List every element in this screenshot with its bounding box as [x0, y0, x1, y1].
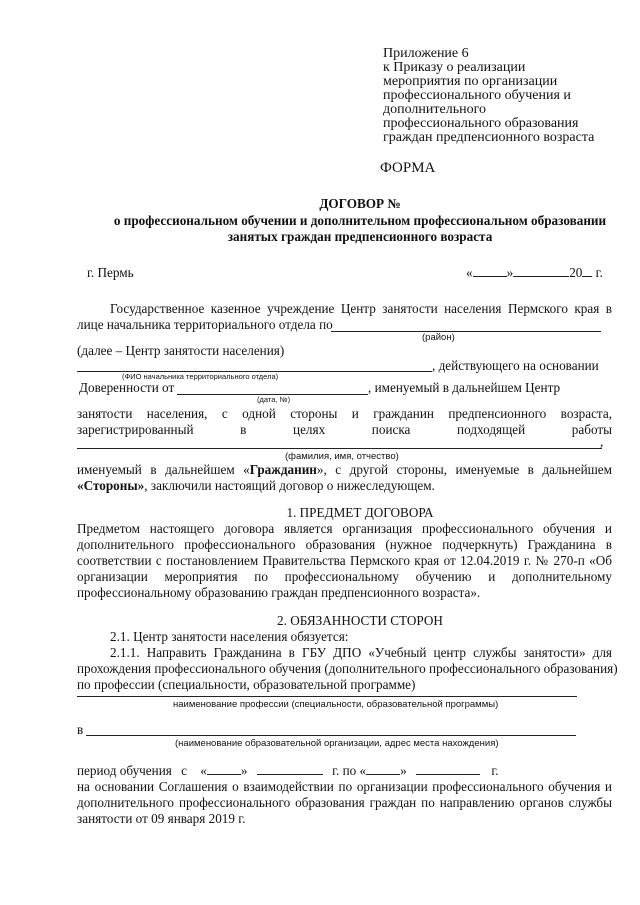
comma: ,: [600, 434, 604, 449]
section1-line: дополнительного профессионального образования (нужное подчеркнуть) Гражданина в: [77, 537, 612, 552]
citizen-term: Гражданин: [249, 462, 317, 477]
basis-line: дополнительного профессионального образования граждан по направлению органов службы: [77, 795, 612, 810]
date-month-blank: [513, 276, 569, 277]
acting-text: , действующего на основании: [432, 358, 599, 373]
contract-title: ДОГОВОР №: [319, 196, 401, 211]
basis-line: занятости от 09 января 2019 г.: [77, 811, 246, 826]
quote-open: «: [359, 763, 367, 778]
date-day-blank: [473, 276, 507, 277]
doverennost-suffix: , именуемый в дальнейшем Центр: [368, 380, 561, 395]
appendix-line: профессионального образования: [383, 116, 579, 131]
appendix-line: дополнительного: [383, 102, 486, 117]
item-2-1-1-line: 2.1.1. Направить Гражданина в ГБУ ДПО «Учебный центр службы занятости» для: [110, 645, 612, 660]
section1-line: соответствии с постановлением Правительства Пермского края от 12.04.2019 г. № 270-п «Об: [77, 553, 612, 568]
preamble-line: Государственное казенное учреждение Центр занятости населения Пермского края в: [110, 301, 612, 316]
date-year-blank: [582, 276, 592, 277]
period-line: [77, 763, 499, 779]
basis-line: на основании Соглашения о взаимодействии по организации профессионального обучения и: [77, 779, 612, 794]
named-line: [77, 462, 612, 478]
period-start-day-blank: [207, 774, 241, 775]
period-start-month-blank: [257, 774, 323, 775]
appendix-line: к Приказу о реализации: [383, 60, 526, 75]
contract-subtitle: о профессиональном обучении и дополнительном профессиональном образовании: [113, 213, 607, 228]
period-label: период обучения: [77, 763, 172, 778]
form-label: ФОРМА: [380, 160, 436, 176]
doverennost-prefix: Доверенности от: [79, 380, 175, 395]
preamble-line: (далее – Центр занятости населения): [77, 343, 285, 358]
named-text: , заключили настоящий договор о нижеследующем.: [144, 478, 435, 493]
profession-blank: [77, 696, 577, 697]
quote-close: »: [240, 763, 248, 778]
named-text: », с другой стороны, именуемые в дальнейшем: [316, 462, 613, 477]
contract-subtitle: занятых граждан предпенсионного возраста: [227, 229, 493, 244]
section1-line: профессиональному образованию граждан предпенсионного возраста».: [77, 585, 481, 600]
quote-open: «: [200, 763, 207, 778]
quote-close: »: [400, 763, 407, 778]
date-year-prefix: 20: [569, 265, 583, 280]
item-2-1-1-line: прохождения профессионального обучения (дополнительного профессионального образования): [77, 661, 618, 676]
date-num-caption: (дата, №): [257, 395, 291, 404]
named-text: именуемый в дальнейшем «: [77, 462, 250, 477]
appendix-line: Приложение 6: [383, 46, 469, 61]
date-line: [466, 265, 603, 281]
organization-caption: (наименование образовательной организации, адрес места нахождения): [175, 738, 499, 749]
date-year-suffix: г.: [595, 265, 603, 280]
preamble-line: лице начальника территориального отдела по: [77, 317, 333, 332]
named-line: [77, 478, 435, 494]
preamble-line: занятости населения, с одной стороны и гражданин предпенсионного возраста,: [77, 406, 612, 421]
parties-term: «Стороны»: [77, 478, 145, 493]
period-to: г. по: [332, 763, 357, 778]
item-2-1-1-line: по профессии (специальности, образовательной программе): [77, 677, 416, 692]
fio-head-caption: (ФИО начальника территориального отдела): [122, 372, 279, 381]
period-from: с: [181, 763, 187, 778]
region-blank: [331, 331, 601, 332]
preamble-line: зарегистрированный в целях поиска подходящей работы: [77, 422, 612, 437]
date-quote-close: »: [506, 265, 514, 280]
in-prefix: в: [77, 722, 84, 737]
organization-blank: [86, 735, 576, 736]
item-2-1: 2.1. Центр занятости населения обязуется:: [110, 629, 349, 644]
citizen-fio-blank: [77, 448, 602, 449]
section1-heading: 1. ПРЕДМЕТ ДОГОВОРА: [286, 505, 434, 520]
section2-heading: 2. ОБЯЗАННОСТИ СТОРОН: [277, 613, 443, 628]
appendix-block: [383, 47, 594, 145]
period-end-day-blank: [366, 774, 400, 775]
section1-line: организации мероприятия по профессиональному обучению и дополнительному: [77, 569, 612, 584]
section1-line: Предметом настоящего договора является организация профессионального обучения и: [77, 521, 612, 536]
appendix-line: профессионального обучения и: [383, 88, 571, 103]
period-year-g: г.: [491, 763, 499, 778]
period-end-month-blank: [416, 774, 480, 775]
appendix-line: мероприятия по организации: [383, 74, 558, 89]
place-text: г. Пермь: [87, 265, 134, 280]
appendix-line: граждан предпенсионного возраста: [383, 130, 595, 145]
profession-caption: наименование профессии (специальности, образовательной программы): [173, 699, 499, 710]
region-caption: (район): [422, 332, 455, 343]
date-quote-open: «: [466, 265, 473, 280]
citizen-fio-caption: (фамилия, имя, отчество): [285, 451, 399, 462]
